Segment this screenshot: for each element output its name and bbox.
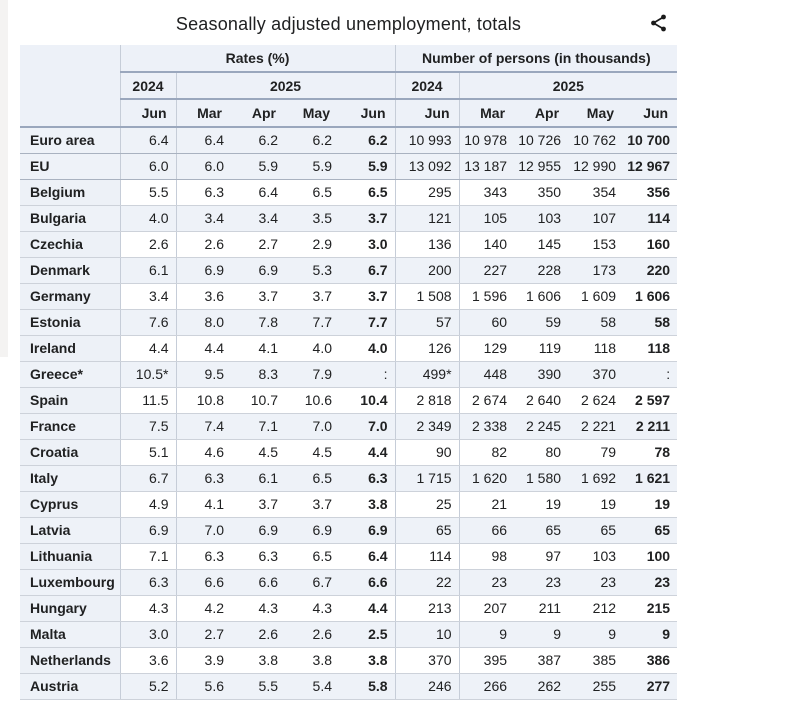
rate-cell: 6.9 [285, 517, 339, 543]
rate-cell: 4.4 [176, 335, 231, 361]
rate-cell: 6.7 [120, 465, 176, 491]
persons-cell: 97 [514, 543, 568, 569]
persons-cell: 21 [459, 491, 514, 517]
country-cell: Denmark [20, 257, 120, 283]
left-gutter [0, 0, 8, 357]
persons-cell: 266 [459, 673, 514, 699]
month-header: Jun [623, 99, 677, 127]
country-cell: Luxembourg [20, 569, 120, 595]
persons-cell: 2 640 [514, 387, 568, 413]
persons-cell: 12 990 [568, 153, 623, 179]
persons-cell: 390 [514, 361, 568, 387]
persons-cell: 370 [395, 647, 459, 673]
persons-cell: 370 [568, 361, 623, 387]
persons-cell: 356 [623, 179, 677, 205]
persons-cell: 255 [568, 673, 623, 699]
rate-cell: 10.7 [231, 387, 285, 413]
persons-cell: 129 [459, 335, 514, 361]
persons-cell: 10 762 [568, 127, 623, 153]
country-cell: Latvia [20, 517, 120, 543]
persons-cell: 25 [395, 491, 459, 517]
persons-cell: 12 955 [514, 153, 568, 179]
group-header-row [20, 45, 677, 72]
persons-cell: 105 [459, 205, 514, 231]
month-header: Apr [231, 99, 285, 127]
persons-cell: 9 [623, 621, 677, 647]
persons-cell: 65 [395, 517, 459, 543]
rate-cell: 6.9 [339, 517, 395, 543]
rate-cell: 3.0 [339, 231, 395, 257]
rate-cell: 6.5 [285, 543, 339, 569]
table-row [20, 491, 677, 517]
rate-cell: 2.7 [231, 231, 285, 257]
rate-cell: 4.3 [231, 595, 285, 621]
persons-cell: 1 606 [514, 283, 568, 309]
rate-cell: 7.0 [285, 413, 339, 439]
rate-cell: 7.7 [285, 309, 339, 335]
persons-cell: 22 [395, 569, 459, 595]
group-header-rates: Rates (%) [120, 45, 395, 72]
rate-cell: 6.9 [231, 517, 285, 543]
rate-cell: 6.7 [285, 569, 339, 595]
rate-cell: 7.9 [285, 361, 339, 387]
persons-cell: 13 187 [459, 153, 514, 179]
persons-cell: 1 715 [395, 465, 459, 491]
rate-cell: 3.5 [285, 205, 339, 231]
rate-cell: 6.6 [231, 569, 285, 595]
month-header: May [285, 99, 339, 127]
persons-cell: 2 624 [568, 387, 623, 413]
rate-cell: 4.0 [339, 335, 395, 361]
rate-cell: 4.0 [120, 205, 176, 231]
persons-cell: 23 [623, 569, 677, 595]
rate-cell: 4.5 [285, 439, 339, 465]
share-icon[interactable] [649, 13, 669, 33]
rate-cell: 10.5* [120, 361, 176, 387]
rate-cell: 6.9 [176, 257, 231, 283]
persons-cell: 58 [568, 309, 623, 335]
rate-cell: 3.8 [339, 491, 395, 517]
rate-cell: 6.9 [120, 517, 176, 543]
rate-cell: 5.4 [285, 673, 339, 699]
country-cell: France [20, 413, 120, 439]
rate-cell: 6.6 [339, 569, 395, 595]
persons-cell: 78 [623, 439, 677, 465]
persons-cell: 277 [623, 673, 677, 699]
table-row [20, 309, 677, 335]
rate-cell: 10.8 [176, 387, 231, 413]
persons-cell: 215 [623, 595, 677, 621]
rate-cell: 3.6 [176, 283, 231, 309]
country-cell: Greece* [20, 361, 120, 387]
month-header: May [568, 99, 623, 127]
country-cell: Italy [20, 465, 120, 491]
persons-cell: 350 [514, 179, 568, 205]
country-cell: Cyprus [20, 491, 120, 517]
year-header-2024-persons: 2024 [395, 72, 459, 99]
rate-cell: 3.9 [176, 647, 231, 673]
table-row [20, 127, 677, 153]
persons-cell: 103 [514, 205, 568, 231]
persons-cell: 1 596 [459, 283, 514, 309]
rate-cell: 3.7 [339, 283, 395, 309]
rate-cell: 5.6 [176, 673, 231, 699]
persons-cell: 499* [395, 361, 459, 387]
persons-cell: 2 221 [568, 413, 623, 439]
persons-cell: 80 [514, 439, 568, 465]
persons-cell: 386 [623, 647, 677, 673]
rate-cell: 6.5 [339, 179, 395, 205]
persons-cell: 207 [459, 595, 514, 621]
rate-cell: 2.9 [285, 231, 339, 257]
corner-cell [20, 99, 120, 127]
rate-cell: 6.5 [285, 179, 339, 205]
persons-cell: 200 [395, 257, 459, 283]
rate-cell: 6.3 [176, 179, 231, 205]
rate-cell: 7.1 [120, 543, 176, 569]
table-row [20, 621, 677, 647]
persons-cell: 66 [459, 517, 514, 543]
rate-cell: 4.6 [176, 439, 231, 465]
rate-cell: 2.6 [120, 231, 176, 257]
persons-cell: 448 [459, 361, 514, 387]
rate-cell: 7.0 [339, 413, 395, 439]
year-header-row [20, 72, 677, 99]
table-row [20, 257, 677, 283]
persons-cell: 213 [395, 595, 459, 621]
rate-cell: 8.0 [176, 309, 231, 335]
rate-cell: 6.1 [231, 465, 285, 491]
country-cell: Netherlands [20, 647, 120, 673]
rate-cell: 4.1 [176, 491, 231, 517]
rate-cell: 7.1 [231, 413, 285, 439]
table-row [20, 387, 677, 413]
month-header: Apr [514, 99, 568, 127]
rate-cell: 6.4 [339, 543, 395, 569]
table-row [20, 673, 677, 699]
month-header: Jun [339, 99, 395, 127]
persons-cell: 2 211 [623, 413, 677, 439]
persons-cell: 23 [568, 569, 623, 595]
persons-cell: 262 [514, 673, 568, 699]
country-cell: EU [20, 153, 120, 179]
persons-cell: 140 [459, 231, 514, 257]
persons-cell: 2 338 [459, 413, 514, 439]
persons-cell: 59 [514, 309, 568, 335]
persons-cell: 2 597 [623, 387, 677, 413]
country-cell: Estonia [20, 309, 120, 335]
rate-cell: 5.3 [285, 257, 339, 283]
persons-cell: 2 674 [459, 387, 514, 413]
persons-cell: 343 [459, 179, 514, 205]
persons-cell: 65 [623, 517, 677, 543]
persons-cell: 2 245 [514, 413, 568, 439]
table-row [20, 543, 677, 569]
year-header-2025-persons: 2025 [459, 72, 677, 99]
persons-cell: 121 [395, 205, 459, 231]
rate-cell: 2.7 [176, 621, 231, 647]
month-header: Jun [395, 99, 459, 127]
rate-cell: 6.3 [176, 465, 231, 491]
persons-cell: 79 [568, 439, 623, 465]
persons-cell: 19 [568, 491, 623, 517]
rate-cell: 6.4 [176, 127, 231, 153]
rate-cell: 6.3 [339, 465, 395, 491]
persons-cell: 211 [514, 595, 568, 621]
rate-cell: 2.5 [339, 621, 395, 647]
rate-cell: 5.5 [231, 673, 285, 699]
persons-cell: 1 692 [568, 465, 623, 491]
unemployment-table [20, 45, 677, 700]
persons-cell: 100 [623, 543, 677, 569]
rate-cell: 6.7 [339, 257, 395, 283]
rate-cell: 2.6 [231, 621, 285, 647]
rate-cell: 4.4 [339, 439, 395, 465]
persons-cell: 10 993 [395, 127, 459, 153]
persons-cell: 1 621 [623, 465, 677, 491]
rate-cell: 4.9 [120, 491, 176, 517]
rate-cell: 7.5 [120, 413, 176, 439]
table-row [20, 335, 677, 361]
persons-cell: 65 [568, 517, 623, 543]
rate-cell: 9.5 [176, 361, 231, 387]
rate-cell: 6.4 [120, 127, 176, 153]
rate-cell: 3.7 [339, 205, 395, 231]
persons-cell: 23 [514, 569, 568, 595]
rate-cell: 4.4 [339, 595, 395, 621]
persons-cell: 65 [514, 517, 568, 543]
rate-cell: 4.2 [176, 595, 231, 621]
persons-cell: 1 580 [514, 465, 568, 491]
country-cell: Ireland [20, 335, 120, 361]
title-bar [20, 10, 677, 40]
rate-cell: 8.3 [231, 361, 285, 387]
persons-cell: 13 092 [395, 153, 459, 179]
persons-cell: 212 [568, 595, 623, 621]
rate-cell: 2.6 [285, 621, 339, 647]
rate-cell: 3.4 [176, 205, 231, 231]
rate-cell: 4.4 [120, 335, 176, 361]
persons-cell: 58 [623, 309, 677, 335]
rate-cell: 5.9 [231, 153, 285, 179]
persons-cell: 12 967 [623, 153, 677, 179]
persons-cell: 1 620 [459, 465, 514, 491]
table-row [20, 361, 677, 387]
rate-cell: 3.7 [285, 283, 339, 309]
country-cell: Belgium [20, 179, 120, 205]
rate-cell: 5.9 [339, 153, 395, 179]
persons-cell: 160 [623, 231, 677, 257]
country-cell: Austria [20, 673, 120, 699]
persons-cell: 395 [459, 647, 514, 673]
rate-cell: 6.9 [231, 257, 285, 283]
rate-cell: 3.6 [120, 647, 176, 673]
persons-cell: 295 [395, 179, 459, 205]
table-row [20, 283, 677, 309]
rate-cell: 4.5 [231, 439, 285, 465]
rate-cell: 5.8 [339, 673, 395, 699]
persons-cell: 228 [514, 257, 568, 283]
rate-cell: 3.8 [339, 647, 395, 673]
rate-cell: 4.3 [120, 595, 176, 621]
persons-cell: 9 [568, 621, 623, 647]
month-header: Jun [120, 99, 176, 127]
rate-cell: 5.1 [120, 439, 176, 465]
persons-cell: 2 349 [395, 413, 459, 439]
rate-cell: 4.1 [231, 335, 285, 361]
persons-cell: 107 [568, 205, 623, 231]
group-header-persons: Number of persons (in thousands) [395, 45, 677, 72]
persons-cell: 19 [514, 491, 568, 517]
persons-cell: 9 [514, 621, 568, 647]
rate-cell: 3.7 [231, 491, 285, 517]
corner-cell [20, 72, 120, 99]
rate-cell: 6.1 [120, 257, 176, 283]
table-row [20, 439, 677, 465]
rate-cell: 6.0 [120, 153, 176, 179]
rate-cell: 7.4 [176, 413, 231, 439]
table-row [20, 569, 677, 595]
rate-cell: 5.2 [120, 673, 176, 699]
rate-cell: 6.6 [176, 569, 231, 595]
persons-cell: 57 [395, 309, 459, 335]
rate-cell: 3.8 [285, 647, 339, 673]
year-header-2025-rates: 2025 [176, 72, 395, 99]
rate-cell: 6.5 [285, 465, 339, 491]
persons-cell: 385 [568, 647, 623, 673]
rate-cell: 3.7 [285, 491, 339, 517]
month-header: Mar [176, 99, 231, 127]
table-row [20, 465, 677, 491]
persons-cell: 114 [623, 205, 677, 231]
rate-cell: 4.0 [285, 335, 339, 361]
country-cell: Malta [20, 621, 120, 647]
rate-cell: 5.5 [120, 179, 176, 205]
rate-cell: 3.8 [231, 647, 285, 673]
persons-cell: 2 818 [395, 387, 459, 413]
rate-cell: 6.3 [176, 543, 231, 569]
persons-cell: 387 [514, 647, 568, 673]
page-title: Seasonally adjusted unemployment, totals [175, 14, 522, 34]
persons-cell: 145 [514, 231, 568, 257]
persons-cell: 82 [459, 439, 514, 465]
country-cell: Spain [20, 387, 120, 413]
table-row [20, 595, 677, 621]
persons-cell: 23 [459, 569, 514, 595]
persons-cell: 98 [459, 543, 514, 569]
persons-cell: 10 978 [459, 127, 514, 153]
table-row [20, 647, 677, 673]
rate-cell: 10.4 [339, 387, 395, 413]
rate-cell: 6.4 [231, 179, 285, 205]
persons-cell: : [623, 361, 677, 387]
rate-cell: 7.0 [176, 517, 231, 543]
rate-cell: 6.3 [231, 543, 285, 569]
rate-cell: 3.4 [120, 283, 176, 309]
rate-cell: 6.2 [231, 127, 285, 153]
persons-cell: 118 [623, 335, 677, 361]
rate-cell: 2.6 [176, 231, 231, 257]
rate-cell: 3.0 [120, 621, 176, 647]
persons-cell: 1 508 [395, 283, 459, 309]
table-row [20, 205, 677, 231]
month-header-row [20, 99, 677, 127]
persons-cell: 1 606 [623, 283, 677, 309]
year-header-2024-rates: 2024 [120, 72, 176, 99]
table-row [20, 231, 677, 257]
persons-cell: 246 [395, 673, 459, 699]
persons-cell: 173 [568, 257, 623, 283]
persons-cell: 10 [395, 621, 459, 647]
rate-cell: 11.5 [120, 387, 176, 413]
persons-cell: 114 [395, 543, 459, 569]
persons-cell: 220 [623, 257, 677, 283]
rate-cell: 7.7 [339, 309, 395, 335]
rate-cell: 3.4 [231, 205, 285, 231]
table-row [20, 153, 677, 179]
persons-cell: 227 [459, 257, 514, 283]
persons-cell: 118 [568, 335, 623, 361]
persons-cell: 10 700 [623, 127, 677, 153]
persons-cell: 60 [459, 309, 514, 335]
rate-cell: 7.6 [120, 309, 176, 335]
persons-cell: 10 726 [514, 127, 568, 153]
persons-cell: 354 [568, 179, 623, 205]
month-header: Mar [459, 99, 514, 127]
country-cell: Germany [20, 283, 120, 309]
country-cell: Bulgaria [20, 205, 120, 231]
country-cell: Euro area [20, 127, 120, 153]
rate-cell: 6.2 [339, 127, 395, 153]
persons-cell: 90 [395, 439, 459, 465]
persons-cell: 19 [623, 491, 677, 517]
rate-cell: 7.8 [231, 309, 285, 335]
persons-cell: 9 [459, 621, 514, 647]
rate-cell: 10.6 [285, 387, 339, 413]
rate-cell: 6.3 [120, 569, 176, 595]
rate-cell: : [339, 361, 395, 387]
rate-cell: 3.7 [231, 283, 285, 309]
rate-cell: 6.0 [176, 153, 231, 179]
persons-cell: 103 [568, 543, 623, 569]
country-cell: Czechia [20, 231, 120, 257]
persons-cell: 119 [514, 335, 568, 361]
persons-cell: 136 [395, 231, 459, 257]
country-cell: Hungary [20, 595, 120, 621]
table-row [20, 413, 677, 439]
persons-cell: 153 [568, 231, 623, 257]
persons-cell: 1 609 [568, 283, 623, 309]
rate-cell: 5.9 [285, 153, 339, 179]
table-row [20, 179, 677, 205]
corner-cell [20, 45, 120, 72]
table-row [20, 517, 677, 543]
rate-cell: 4.3 [285, 595, 339, 621]
persons-cell: 126 [395, 335, 459, 361]
country-cell: Lithuania [20, 543, 120, 569]
rate-cell: 6.2 [285, 127, 339, 153]
country-cell: Croatia [20, 439, 120, 465]
